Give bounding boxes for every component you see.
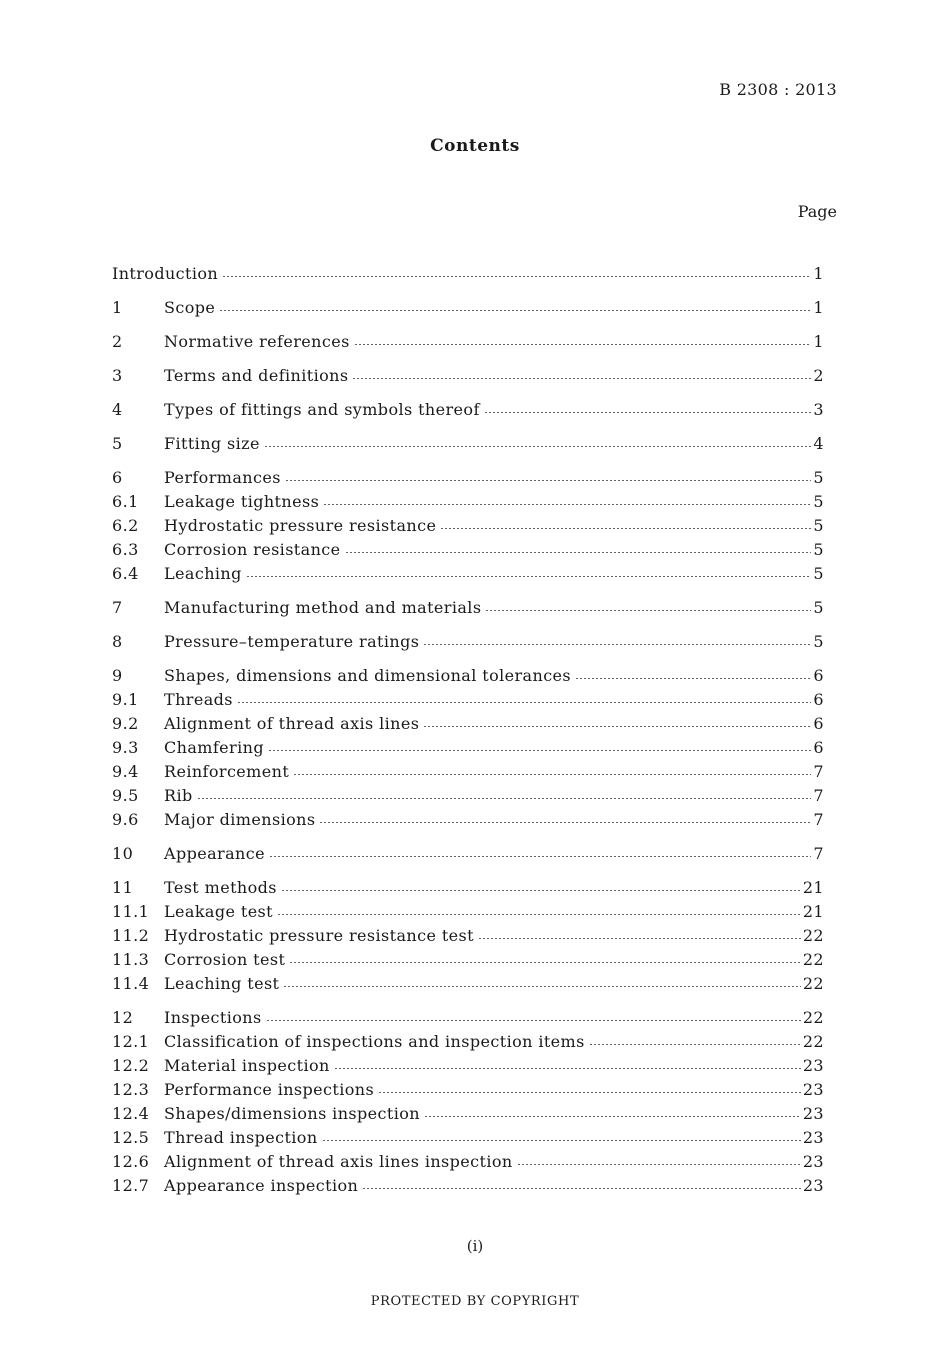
- toc-entry-page: 5: [813, 516, 824, 535]
- toc-entry[interactable]: [112, 1150, 824, 1174]
- toc-entry-number: 11.3: [112, 950, 150, 969]
- toc-entry-page: 22: [802, 1032, 824, 1051]
- toc-entry-page: 7: [813, 762, 824, 781]
- toc-entry-number: 7: [112, 598, 123, 617]
- toc-entry-number: 8: [112, 632, 123, 651]
- toc-entry-page: 21: [802, 902, 824, 921]
- toc-entry-number: 12.7: [112, 1176, 150, 1195]
- dot-leader: [264, 446, 812, 447]
- toc-entry-title: Leakage tightness: [164, 492, 320, 511]
- toc-entry-number: 6.4: [112, 564, 139, 583]
- dot-leader: [423, 644, 811, 645]
- dot-leader: [237, 702, 812, 703]
- toc-entry-number: 1: [112, 298, 123, 317]
- toc-entry-page: 6: [813, 714, 824, 733]
- toc-entry-title: Pressure–temperature ratings: [164, 632, 420, 651]
- toc-entry[interactable]: [112, 1054, 824, 1078]
- toc-entry[interactable]: [112, 972, 824, 996]
- dot-leader: [197, 798, 812, 799]
- toc-entry-title: Leakage test: [164, 902, 274, 921]
- toc-entry-page: 23: [802, 1152, 824, 1171]
- toc-entry-title: Manufacturing method and materials: [164, 598, 482, 617]
- page-column-label: Page: [797, 202, 837, 221]
- toc-entry[interactable]: [112, 1126, 824, 1150]
- toc-entry-number: 11.1: [112, 902, 150, 921]
- toc-entry-title: Hydrostatic pressure resistance: [164, 516, 437, 535]
- toc-entry-title: Scope: [164, 298, 216, 317]
- dot-leader: [378, 1092, 801, 1093]
- toc-entry-page: 23: [802, 1080, 824, 1099]
- toc-entry-page: 5: [813, 632, 824, 651]
- toc-entry-title: Alignment of thread axis lines: [164, 714, 420, 733]
- dot-leader: [322, 1140, 801, 1141]
- toc-entry-number: 6.2: [112, 516, 139, 535]
- toc-entry-title: Performance inspections: [164, 1080, 375, 1099]
- toc-entry[interactable]: [112, 688, 824, 712]
- dot-leader: [266, 1020, 801, 1021]
- toc-entry[interactable]: [112, 538, 824, 562]
- toc-entry-page: 23: [802, 1176, 824, 1195]
- toc-entry-number: 12: [112, 1008, 134, 1027]
- toc-entry-title: Material inspection: [164, 1056, 330, 1075]
- toc-entry[interactable]: [112, 948, 824, 972]
- dot-leader: [484, 412, 812, 413]
- dot-leader: [283, 986, 800, 987]
- dot-leader: [423, 726, 811, 727]
- toc-entry[interactable]: [112, 630, 824, 654]
- dot-leader: [575, 678, 811, 679]
- page-title: Contents: [430, 136, 520, 156]
- toc-entry[interactable]: [112, 330, 824, 354]
- toc-entry-title: Rib: [164, 786, 193, 805]
- dot-leader: [424, 1116, 801, 1117]
- toc-entry-page: 5: [813, 468, 824, 487]
- toc-entry-page: 4: [813, 434, 824, 453]
- toc-entry-page: 7: [813, 786, 824, 805]
- toc-entry-page: 6: [813, 666, 824, 685]
- dot-leader: [289, 962, 801, 963]
- dot-leader: [354, 344, 812, 345]
- toc-entry-page: 23: [802, 1104, 824, 1123]
- toc-entry-page: 23: [802, 1128, 824, 1147]
- toc-entry-number: 9.2: [112, 714, 139, 733]
- dot-leader: [219, 310, 811, 311]
- toc-entry-title: Leaching test: [164, 974, 280, 993]
- toc-entry-title: Corrosion resistance: [164, 540, 341, 559]
- toc-entry[interactable]: [112, 1102, 824, 1126]
- toc-entry-number: 6.3: [112, 540, 139, 559]
- toc-entry-page: 5: [813, 564, 824, 583]
- toc-entry-title: Hydrostatic pressure resistance test: [164, 926, 474, 945]
- dot-leader: [345, 552, 812, 553]
- toc-entry[interactable]: [112, 1174, 824, 1198]
- toc-entry-number: 11.4: [112, 974, 150, 993]
- toc-entry-title: Types of fittings and symbols thereof: [164, 400, 480, 419]
- toc-entry-title: Introduction: [112, 264, 219, 283]
- toc-entry-number: 3: [112, 366, 123, 385]
- toc-entry[interactable]: [112, 736, 824, 760]
- toc-entry-number: 9.6: [112, 810, 139, 829]
- dot-leader: [277, 914, 801, 915]
- toc-entry-title: Chamfering: [164, 738, 264, 757]
- toc-entry[interactable]: [112, 432, 824, 456]
- toc-entry[interactable]: [112, 876, 824, 900]
- dot-leader: [285, 480, 812, 481]
- toc-entry-page: 5: [813, 540, 824, 559]
- toc-entry-page: 22: [802, 1008, 824, 1027]
- toc-entry-number: 6: [112, 468, 123, 487]
- toc-entry[interactable]: [112, 596, 824, 620]
- dot-leader: [269, 856, 811, 857]
- toc-entry[interactable]: [112, 514, 824, 538]
- toc-entry[interactable]: [112, 364, 824, 388]
- dot-leader: [362, 1188, 801, 1189]
- page-folio: (i): [466, 1237, 484, 1255]
- toc-entry[interactable]: [112, 398, 824, 422]
- toc-entry-title: Corrosion test: [164, 950, 286, 969]
- dot-leader: [222, 276, 811, 277]
- toc-entry-page: 7: [813, 844, 824, 863]
- toc-entry[interactable]: [112, 262, 824, 286]
- toc-entry-title: Appearance inspection: [164, 1176, 359, 1195]
- toc-entry[interactable]: [112, 924, 824, 948]
- document-id: B 2308 : 2013: [719, 80, 837, 99]
- toc-entry-page: 1: [813, 298, 824, 317]
- toc-entry-title: Shapes, dimensions and dimensional tolerances: [164, 666, 572, 685]
- toc-entry-title: Inspections: [164, 1008, 262, 1027]
- toc-entry-number: 6.1: [112, 492, 139, 511]
- toc-entry-title: Major dimensions: [164, 810, 316, 829]
- toc-entry-number: 5: [112, 434, 123, 453]
- toc-entry-title: Fitting size: [164, 434, 260, 453]
- dot-leader: [440, 528, 811, 529]
- toc-entry-number: 12.4: [112, 1104, 150, 1123]
- toc-entry-page: 23: [802, 1056, 824, 1075]
- toc-entry-page: 2: [813, 366, 824, 385]
- toc-entry-page: 1: [813, 332, 824, 351]
- dot-leader: [352, 378, 811, 379]
- toc-entry-page: 1: [813, 264, 824, 283]
- toc-entry[interactable]: [112, 1030, 824, 1054]
- dot-leader: [268, 750, 811, 751]
- toc-entry-number: 12.3: [112, 1080, 150, 1099]
- toc-entry-title: Classification of inspections and inspection items: [164, 1032, 585, 1051]
- toc-entry-page: 6: [813, 690, 824, 709]
- toc-entry-number: 12.5: [112, 1128, 150, 1147]
- toc-entry-title: Appearance: [164, 844, 265, 863]
- toc-entry[interactable]: [112, 466, 824, 490]
- toc-entry-number: 11: [112, 878, 134, 897]
- dot-leader: [478, 938, 801, 939]
- toc-entry-number: 12.6: [112, 1152, 150, 1171]
- dot-leader: [517, 1164, 801, 1165]
- dot-leader: [589, 1044, 801, 1045]
- toc-entry-number: 9: [112, 666, 123, 685]
- toc-entry[interactable]: [112, 296, 824, 320]
- toc-entry-page: 22: [802, 950, 824, 969]
- toc-entry-page: 22: [802, 926, 824, 945]
- toc-entry-page: 5: [813, 598, 824, 617]
- toc-entry-title: Alignment of thread axis lines inspection: [164, 1152, 513, 1171]
- toc-entry-number: 9.5: [112, 786, 139, 805]
- toc-entry-page: 22: [802, 974, 824, 993]
- toc-entry[interactable]: [112, 1006, 824, 1030]
- toc-entry-number: 12.1: [112, 1032, 150, 1051]
- toc-entry-page: 21: [802, 878, 824, 897]
- copyright-notice: PROTECTED BY COPYRIGHT: [370, 1294, 580, 1309]
- toc-entry-title: Normative references: [164, 332, 350, 351]
- toc-entry-number: 2: [112, 332, 123, 351]
- toc-entry-number: 11.2: [112, 926, 150, 945]
- dot-leader: [293, 774, 811, 775]
- toc-entry-title: Reinforcement: [164, 762, 290, 781]
- toc-entry-number: 9.1: [112, 690, 139, 709]
- toc-entry-title: Performances: [164, 468, 281, 487]
- toc-entry[interactable]: [112, 784, 824, 808]
- toc-entry-title: Terms and definitions: [164, 366, 349, 385]
- toc-entry[interactable]: [112, 900, 824, 924]
- toc-entry-title: Threads: [164, 690, 233, 709]
- toc-entry[interactable]: [112, 562, 824, 586]
- toc-entry-number: 12.2: [112, 1056, 150, 1075]
- table-of-contents: [112, 262, 824, 1198]
- toc-entry-page: 7: [813, 810, 824, 829]
- toc-entry-page: 5: [813, 492, 824, 511]
- toc-entry-number: 4: [112, 400, 123, 419]
- toc-entry-title: Leaching: [164, 564, 242, 583]
- dot-leader: [323, 504, 811, 505]
- toc-entry[interactable]: [112, 490, 824, 514]
- dot-leader: [485, 610, 811, 611]
- toc-entry-title: Test methods: [164, 878, 277, 897]
- dot-leader: [334, 1068, 801, 1069]
- toc-entry[interactable]: [112, 842, 824, 866]
- dot-leader: [281, 890, 801, 891]
- dot-leader: [319, 822, 811, 823]
- toc-entry-page: 6: [813, 738, 824, 757]
- toc-entry-title: Thread inspection: [164, 1128, 318, 1147]
- toc-entry[interactable]: [112, 808, 824, 832]
- toc-entry[interactable]: [112, 664, 824, 688]
- toc-entry-number: 10: [112, 844, 134, 863]
- toc-entry[interactable]: [112, 1078, 824, 1102]
- dot-leader: [246, 576, 812, 577]
- toc-entry-title: Shapes/dimensions inspection: [164, 1104, 420, 1123]
- toc-entry[interactable]: [112, 712, 824, 736]
- toc-entry-page: 3: [813, 400, 824, 419]
- toc-entry-number: 9.4: [112, 762, 139, 781]
- toc-entry[interactable]: [112, 760, 824, 784]
- toc-entry-number: 9.3: [112, 738, 139, 757]
